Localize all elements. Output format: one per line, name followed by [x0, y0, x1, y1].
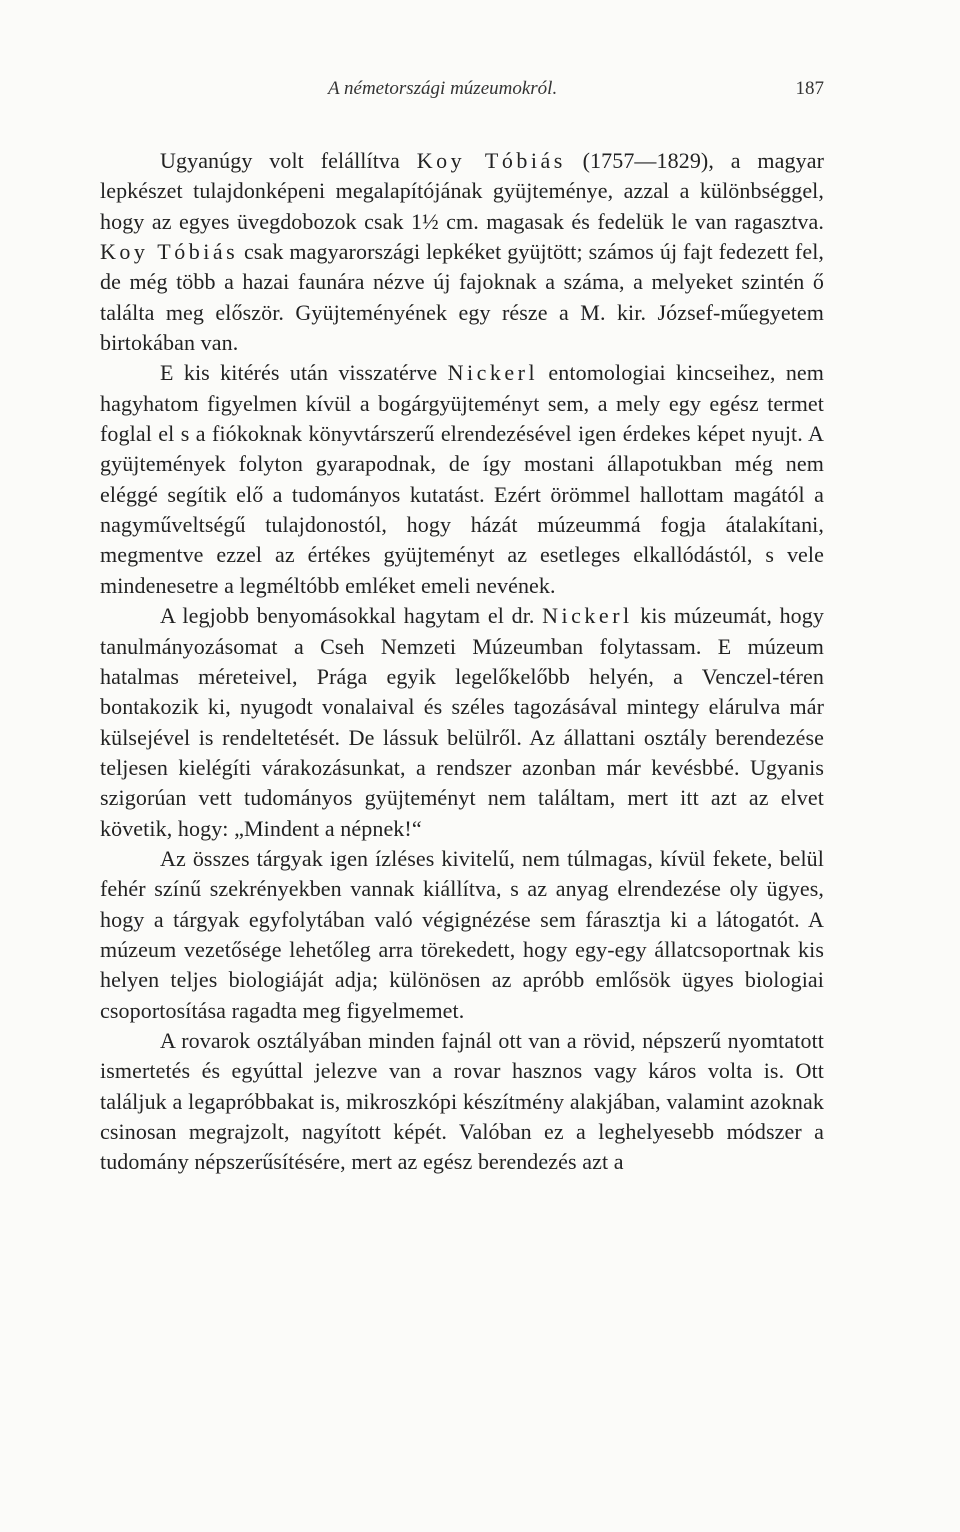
paragraph — [100, 1026, 824, 1178]
name-spaced: Koy Tóbiás — [416, 148, 566, 173]
paragraph — [100, 601, 824, 844]
page — [100, 78, 824, 1178]
page-header — [100, 78, 824, 100]
name-spaced: Nickerl — [542, 603, 633, 629]
text-run: (1757—1829), a magyar lepkészet tulajdonképeni megalapítójának gyüjteménye, azzal a különbséggel, hogy az egyes üvegdobozok csak 1½ cm. magasak és fedelük le van ragasztva. — [100, 148, 824, 234]
text-run: A legjobb benyomásokkal hagytam el dr. — [160, 603, 543, 629]
text-run: A rovarok osztályában minden fajnál ott van a rövid, népszerű nyomtatott ismertetés és egyúttal jelezve van a rovar hasznos vagy káros volta is. Ott találjuk a legapróbbakat is, mikroszkópi készítmény alakjában, valamint azoknak csinosan megrajzolt, nagyított képét. Valóban ez a leghelyesebb módszer a tudomány népszerűsítésére, mert az egész berendezés azt a — [100, 1027, 824, 1175]
text-run: E kis kitérés után visszatérve — [160, 360, 448, 386]
paragraph — [100, 146, 824, 358]
text-run: Ugyanúgy volt felállítva — [160, 148, 417, 173]
text-run: csak magyarországi lepkéket gyüjtött; számos új fajt fedezett fel, de még több a hazai faunára nézve új fajoknak a száma, a melyeket szintén ő találta meg először. Gyüjteményének egy része a M. kir. József-műegyetem birtokában van. — [100, 239, 825, 356]
name-spaced: Nickerl — [447, 360, 539, 386]
paragraph — [100, 844, 824, 1026]
text-run: entomologiai kincseihez, nem hagyhatom figyelmen kívül a bogárgyüjteményt sem, a mely egy egész termet foglal el s a fiókoknak könyvtárszerű elrendezésével igen érdekes képet nyujt. A gyüjtemények folyton gyarapodnak, de így mostani állapotukban még nem eléggé segítik elő a tudományos kutatást. Ezért örömmel hallottam magától a nagyműveltségű tulajdonostól, hogy házát múzeummá fogja átalakítani, megmentve ezzel az értékes gyüjteményt az esetleges elkallódástól, s vele mindenesetre a legméltóbb emléket emeli nevének. — [100, 360, 824, 598]
running-title: A németországi múzeumokról. — [328, 78, 558, 99]
name-spaced: Koy Tóbiás — [100, 239, 239, 265]
paragraph — [100, 358, 824, 601]
body-text — [100, 146, 824, 1178]
text-run: kis múzeumát, hogy tanulmányozásomat a Cseh Nemzeti Múzeumban folytassam. E múzeum hatalmas méreteivel, Prága egyik legelőkelőbb helyén, a Venczel-téren bontakozik ki, nyugodt vonalaival és széles tagozásával mintegy elárulva már külsejével is rendeltetését. De lássuk belülről. Az állattani osztály berendezése teljesen kielégíti várakozásunkat, a rendszer azonban már kevésbbé. Ugyanis szigorúan vett tudományos gyüjteményt nem találtam, mert itt azt az elvet követik, hogy: „Mindent a népnek!“ — [100, 603, 824, 841]
text-run: Az összes tárgyak igen ízléses kivitelű, nem túlmagas, kívül fekete, belül fehér színű szekrényekben vannak kiállítva, s az anyag elrendezése oly ügyes, hogy a tárgyak egyfolytában való végignézése sem fárasztja ki a látogatót. A múzeum vezetősége lehetőleg arra törekedett, hogy egy-egy állatcsoportnak kis helyen teljes biologiáját adja; különösen az apróbb emlősök ügyes biologiai csoportosítása ragadta meg figyelmemet. — [100, 845, 824, 1023]
page-number: 187 — [795, 78, 824, 99]
